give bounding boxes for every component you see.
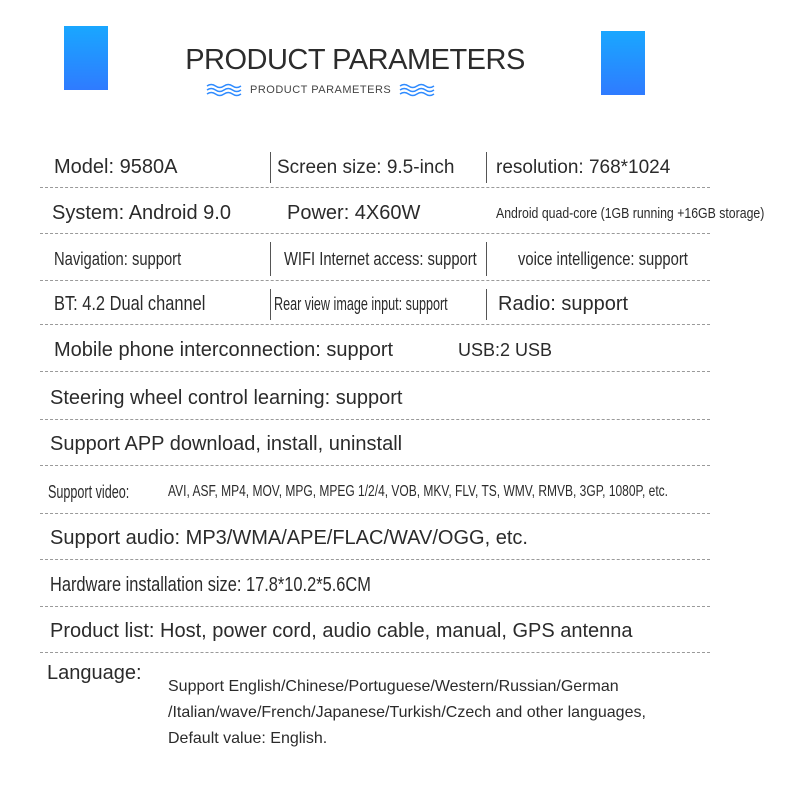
column-divider [270,152,271,183]
page-subtitle: PRODUCT PARAMETERS [250,84,392,96]
column-divider [270,242,271,276]
spec-row-bt [40,285,710,325]
spec-row-navigation [40,238,710,281]
radio-value: Radio: support [498,293,629,315]
column-divider [486,152,487,183]
app-value: Support APP download, install, uninstall [50,432,403,455]
spec-row-mobile [40,329,710,372]
column-divider [270,289,271,320]
language-line: /Italian/wave/French/Japanese/Turkish/Czech and other languages, [168,704,646,721]
voice-value: voice intelligence: support [518,248,688,269]
bt-value: BT: 4.2 Dual channel [54,293,206,315]
language-line: Support English/Chinese/Portuguese/Western/Russian/German [168,678,619,695]
language-label: Language: [47,662,142,684]
spec-row-system [40,193,765,234]
spec-row-audio [40,517,710,560]
column-divider [486,289,487,320]
wave-icon [399,83,435,97]
hardware-size-value: Hardware installation size: 17.8*10.2*5.6CM [50,573,371,596]
spec-row-product-list [40,610,710,653]
wifi-value: WIFI Internet access: support [284,248,477,269]
subtitle-row [206,80,435,100]
spec-row-steering [40,377,710,420]
video-label: Support video: [48,481,130,502]
spec-row-video [40,471,710,514]
usb-value: USB:2 USB [458,339,553,360]
steering-value: Steering wheel control learning: support [50,386,403,409]
spec-row-hardware [40,564,710,607]
spec-row-model [40,148,710,188]
system-value: System: Android 9.0 [52,201,231,224]
power-value: Power: 4X60W [287,201,421,224]
column-divider [486,242,487,276]
rear-view-value: Rear view image input: support [274,294,448,314]
video-formats-value: AVI, ASF, MP4, MOV, MPG, MPEG 1/2/4, VOB, MKV, FLV, TS, WMV, RMVB, 3GP, 1080P, etc. [168,483,668,500]
model-value: Model: 9580A [54,156,178,178]
navigation-value: Navigation: support [54,248,182,269]
spec-row-app [40,423,710,466]
page-title: PRODUCT PARAMETERS [185,44,525,76]
cpu-value: Android quad-core (1GB running +16GB storage) [496,204,765,222]
wave-icon [206,83,242,97]
language-text [168,674,646,752]
audio-value: Support audio: MP3/WMA/APE/FLAC/WAV/OGG, etc. [50,526,528,549]
language-line: Default value: English. [168,730,328,747]
resolution-value: resolution: 768*1024 [496,156,671,178]
screen-size-value: Screen size: 9.5-inch [277,156,455,178]
product-list-value: Product list: Host, power cord, audio cable, manual, GPS antenna [50,619,633,642]
mobile-interconnect-value: Mobile phone interconnection: support [54,338,394,361]
